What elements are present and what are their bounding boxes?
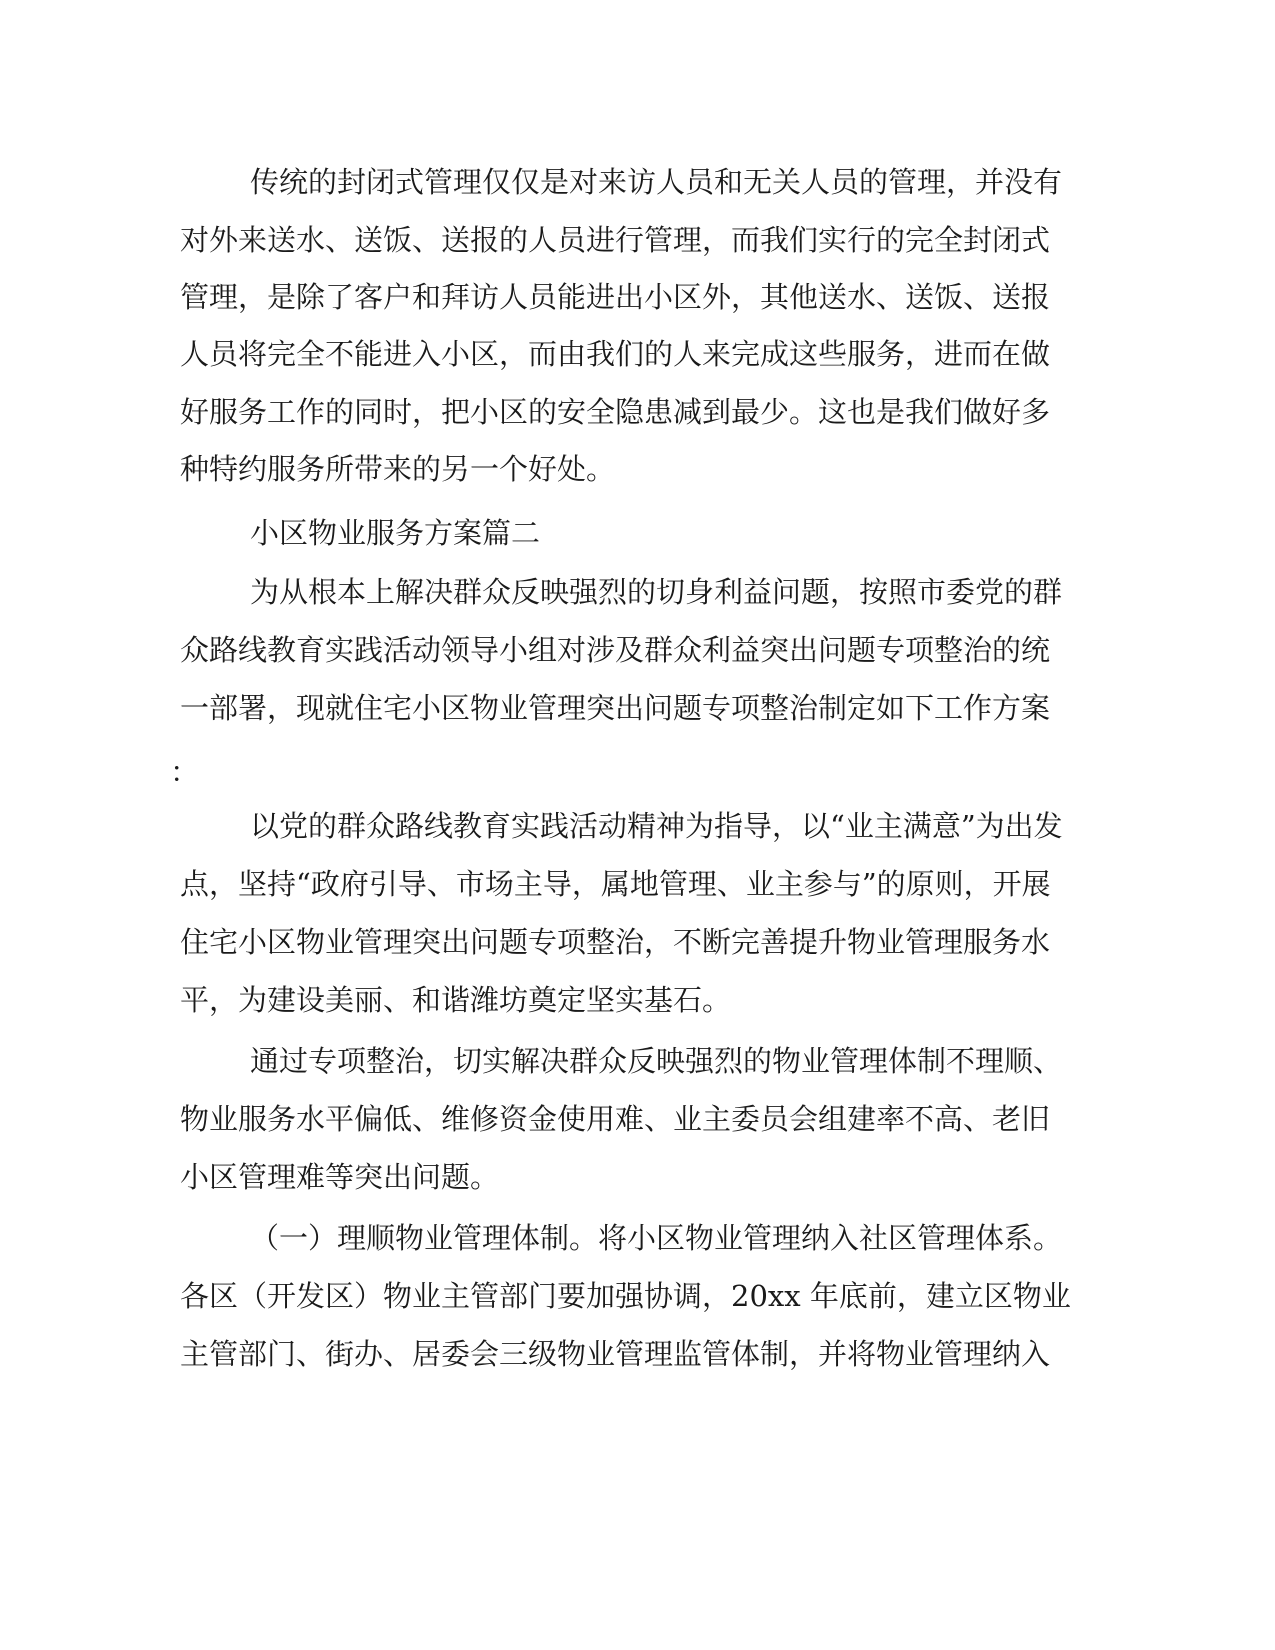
- paragraph-line: 主管部门、街办、居委会三级物业管理监管体制，并将物业管理纳入: [180, 1337, 1051, 1371]
- paragraph-line: 各区（开发区）物业主管部门要加强协调，20xx 年底前，建立区物业: [180, 1279, 1071, 1313]
- paragraph-line: 对外来送水、送饭、送报的人员进行管理，而我们实行的完全封闭式: [180, 223, 1051, 257]
- paragraph-line: 小区管理难等突出问题。: [180, 1160, 500, 1194]
- paragraph-line: 种特约服务所带来的另一个好处。: [180, 452, 616, 486]
- paragraph-line: 人员将完全不能进入小区，而由我们的人来完成这些服务，进而在做: [180, 337, 1051, 371]
- paragraph-line: 一部署，现就住宅小区物业管理突出问题专项整治制定如下工作方案: [180, 691, 1051, 725]
- paragraph-line: 平，为建设美丽、和谐潍坊奠定坚实基石。: [180, 983, 732, 1017]
- paragraph-line: 众路线教育实践活动领导小组对涉及群众利益突出问题专项整治的统: [180, 633, 1051, 667]
- paragraph-line: 为从根本上解决群众反映强烈的切身利益问题，按照市委党的群: [250, 575, 1063, 609]
- paragraph-line: ：: [170, 755, 200, 789]
- paragraph-line: 以党的群众路线教育实践活动精神为指导，以“业主满意”为出发: [250, 809, 1063, 843]
- paragraph-line: （一）理顺物业管理体制。将小区物业管理纳入社区管理体系。: [250, 1221, 1063, 1255]
- paragraph-line: 物业服务水平偏低、维修资金使用难、业主委员会组建率不高、老旧: [180, 1102, 1051, 1136]
- paragraph-line: 通过专项整治，切实解决群众反映强烈的物业管理体制不理顺、: [250, 1044, 1063, 1078]
- section-heading: 小区物业服务方案篇二: [250, 516, 541, 550]
- paragraph-line: 传统的封闭式管理仅仅是对来访人员和无关人员的管理，并没有: [250, 165, 1063, 199]
- paragraph-line: 管理，是除了客户和拜访人员能进出小区外，其他送水、送饭、送报: [180, 280, 1051, 314]
- paragraph-line: 住宅小区物业管理突出问题专项整治，不断完善提升物业管理服务水: [180, 925, 1051, 959]
- paragraph-line: 点，坚持“政府引导、市场主导，属地管理、业主参与”的原则，开展: [180, 867, 1051, 901]
- paragraph-line: 好服务工作的同时，把小区的安全隐患减到最少。这也是我们做好多: [180, 395, 1051, 429]
